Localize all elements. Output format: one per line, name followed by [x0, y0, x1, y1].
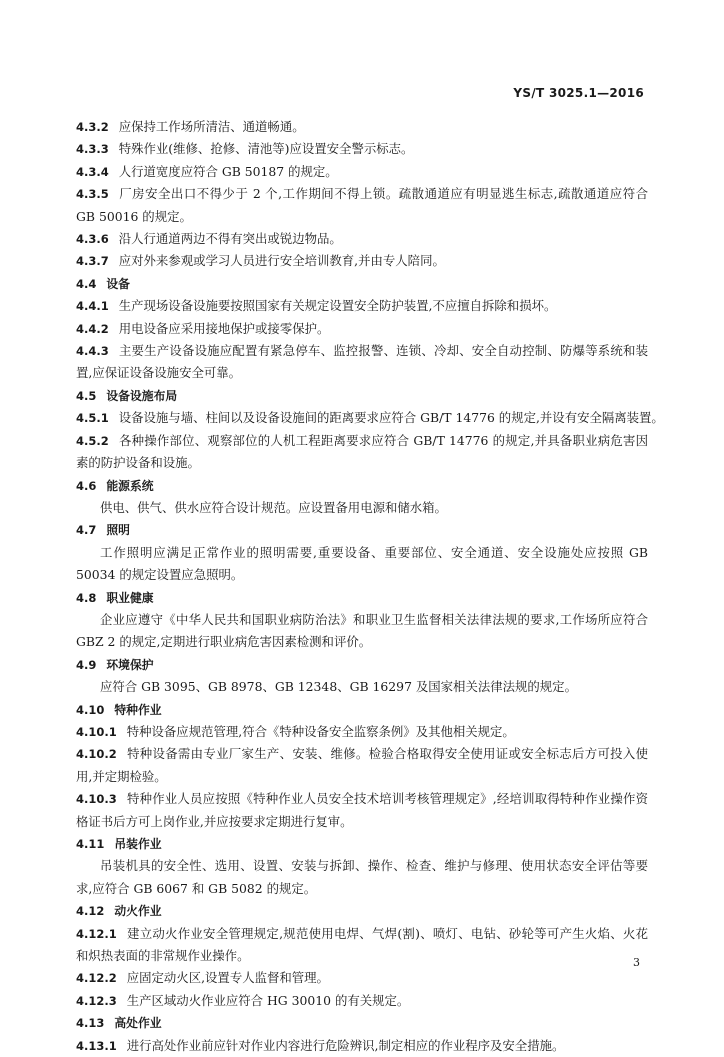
paragraph [76, 676, 648, 698]
clause-number: 4.3.6 [76, 232, 109, 247]
paragraph-text: 吊装机具的安全性、选用、设置、安装与拆卸、操作、检查、维护与修理、使用状态安全评估等要求,应符合 GB 6067 和 GB 5082 的规定。 [76, 858, 648, 896]
section-number: 4.12 [76, 904, 105, 919]
clause-text: 人行道宽度应符合 GB 50187 的规定。 [118, 163, 338, 179]
paragraph [76, 609, 648, 654]
clause-number: 4.10.1 [76, 724, 117, 739]
clause-text: 用电设备应采用接地保护或接零保护。 [118, 320, 330, 336]
page-number: 3 [633, 956, 640, 969]
clause-text: 各种操作部位、观察部位的人机工程距离要求应符合 GB/T 14776 的规定,并具备职业病危害因素的防护设备和设施。 [76, 432, 648, 471]
clause [76, 183, 648, 228]
section-number: 4.9 [76, 657, 97, 672]
clause-text: 沿人行通道两边不得有突出或锐边物品。 [118, 231, 342, 247]
document-code: YS/T 3025.1—2016 [513, 86, 644, 100]
clause-number: 4.4.2 [76, 321, 109, 336]
clause-number: 4.13.1 [76, 1038, 117, 1053]
clause-text: 进行高处作业前应针对作业内容进行危险辨识,制定相应的作业程序及安全措施。 [126, 1037, 565, 1053]
section-heading [76, 654, 648, 676]
section-number: 4.11 [76, 837, 105, 851]
clause [76, 318, 648, 340]
section-number: 4.8 [76, 590, 97, 605]
clause-number: 4.10.3 [76, 792, 117, 807]
clause [76, 250, 648, 272]
clause-number: 4.3.5 [76, 187, 109, 202]
paragraph-text: 供电、供气、供水应符合设计规范。应设置备用电源和储水箱。 [100, 499, 447, 515]
paragraph [76, 855, 648, 900]
clause-number: 4.12.2 [76, 971, 117, 986]
document-body [76, 116, 664, 1057]
section-number: 4.7 [76, 523, 97, 538]
clause-text: 厂房安全出口不得少于 2 个,工作期间不得上锁。疏散通道应有明显逃生标志,疏散通道应符合 GB 50016 的规定。 [76, 186, 648, 224]
paragraph [76, 542, 648, 587]
clause-text: 应固定动火区,设置专人监督和管理。 [126, 970, 329, 986]
clause [76, 138, 648, 160]
clause-text: 设备设施与墙、柱间以及设备设施间的距离要求应符合 GB/T 14776 的规定,并设有安全隔离装置。 [118, 410, 664, 426]
section-title: 设备 [106, 276, 130, 291]
clause-text: 主要生产设备设施应配置有紧急停车、监控报警、连锁、冷却、安全自动控制、防爆等系统和装置,应保证设备设施安全可靠。 [76, 343, 648, 381]
clause [76, 340, 648, 385]
section-title: 职业健康 [106, 590, 154, 605]
section-title: 高处作业 [114, 1016, 162, 1031]
section-number: 4.5 [76, 388, 97, 403]
clause-text: 应对外来参观或学习人员进行安全培训教育,并由专人陪同。 [118, 253, 445, 269]
clause-number: 4.4.1 [76, 299, 109, 314]
clause-text: 特种作业人员应按照《特种作业人员安全技术培训考核管理规定》,经培训取得特种作业操作资格证书后方可上岗作业,并应按要求定期进行复审。 [76, 791, 648, 829]
clause-number: 4.5.2 [76, 433, 109, 448]
section-number: 4.10 [76, 702, 105, 717]
paragraph-text: 企业应遵守《中华人民共和国职业病防治法》和职业卫生监督相关法律法规的要求,工作场所应符合 GBZ 2 的规定,定期进行职业病危害因素检测和评价。 [76, 611, 648, 650]
clause-text: 特种设备应规范管理,符合《特种设备安全监察条例》及其他相关规定。 [126, 723, 515, 739]
clause-text: 特殊作业(维修、抢修、清池等)应设置安全警示标志。 [118, 141, 414, 157]
clause-number: 4.12.1 [76, 926, 117, 941]
clause-number: 4.5.1 [76, 411, 109, 426]
clause-number: 4.3.4 [76, 164, 109, 179]
clause-text: 特种设备需由专业厂家生产、安装、维修。检验合格取得安全使用证或安全标志后方可投入使用,并定期检验。 [76, 746, 648, 784]
clause [76, 295, 648, 317]
clause-number: 4.3.2 [76, 120, 109, 134]
clause-number: 4.4.3 [76, 344, 109, 359]
clause-number: 4.12.3 [76, 993, 117, 1008]
clause-text: 应保持工作场所清洁、通道畅通。 [118, 119, 305, 134]
clause-text: 生产区域动火作业应符合 HG 30010 的有关规定。 [126, 992, 410, 1008]
section-number: 4.13 [76, 1016, 105, 1031]
section-heading [76, 1012, 648, 1034]
section-number: 4.6 [76, 478, 97, 493]
section-title: 吊装作业 [114, 837, 162, 851]
paragraph-text: 应符合 GB 3095、GB 8978、GB 12348、GB 16297 及国家相关法律法规的规定。 [100, 679, 577, 695]
section-heading [76, 519, 648, 541]
section-heading [76, 587, 648, 609]
clause [76, 967, 648, 989]
clause [76, 116, 648, 138]
section-title: 特种作业 [114, 702, 162, 717]
clause [76, 1035, 648, 1057]
clause [76, 721, 648, 743]
section-title: 设备设施布局 [106, 388, 178, 403]
paragraph [76, 497, 648, 519]
clause-number: 4.10.2 [76, 747, 117, 762]
clause-text: 生产现场设备设施要按照国家有关规定设置安全防护装置,不应擅自拆除和损坏。 [118, 298, 557, 314]
clause [76, 228, 648, 250]
clause [76, 743, 648, 788]
section-heading [76, 475, 648, 497]
clause [76, 430, 648, 475]
section-heading [76, 273, 648, 295]
section-heading [76, 385, 648, 407]
section-title: 能源系统 [106, 478, 154, 493]
section-number: 4.4 [76, 276, 97, 291]
section-heading [76, 699, 648, 721]
clause [76, 788, 648, 833]
section-title: 动火作业 [114, 904, 162, 919]
clause [76, 990, 648, 1012]
paragraph-text: 工作照明应满足正常作业的照明需要,重要设备、重要部位、安全通道、安全设施处应按照 GB 50034 的规定设置应急照明。 [76, 544, 648, 583]
clause-number: 4.3.7 [76, 254, 109, 269]
clause [76, 161, 648, 183]
section-heading [76, 833, 648, 855]
section-heading [76, 900, 648, 922]
clause [76, 407, 664, 429]
clause-text: 建立动火作业安全管理规定,规范使用电焊、气焊(割)、喷灯、电钻、砂轮等可产生火焰、火花和炽热表面的非常规作业操作。 [76, 925, 648, 964]
section-title: 环境保护 [106, 657, 154, 672]
clause [76, 923, 648, 968]
clause-number: 4.3.3 [76, 142, 109, 157]
section-title: 照明 [106, 523, 130, 538]
